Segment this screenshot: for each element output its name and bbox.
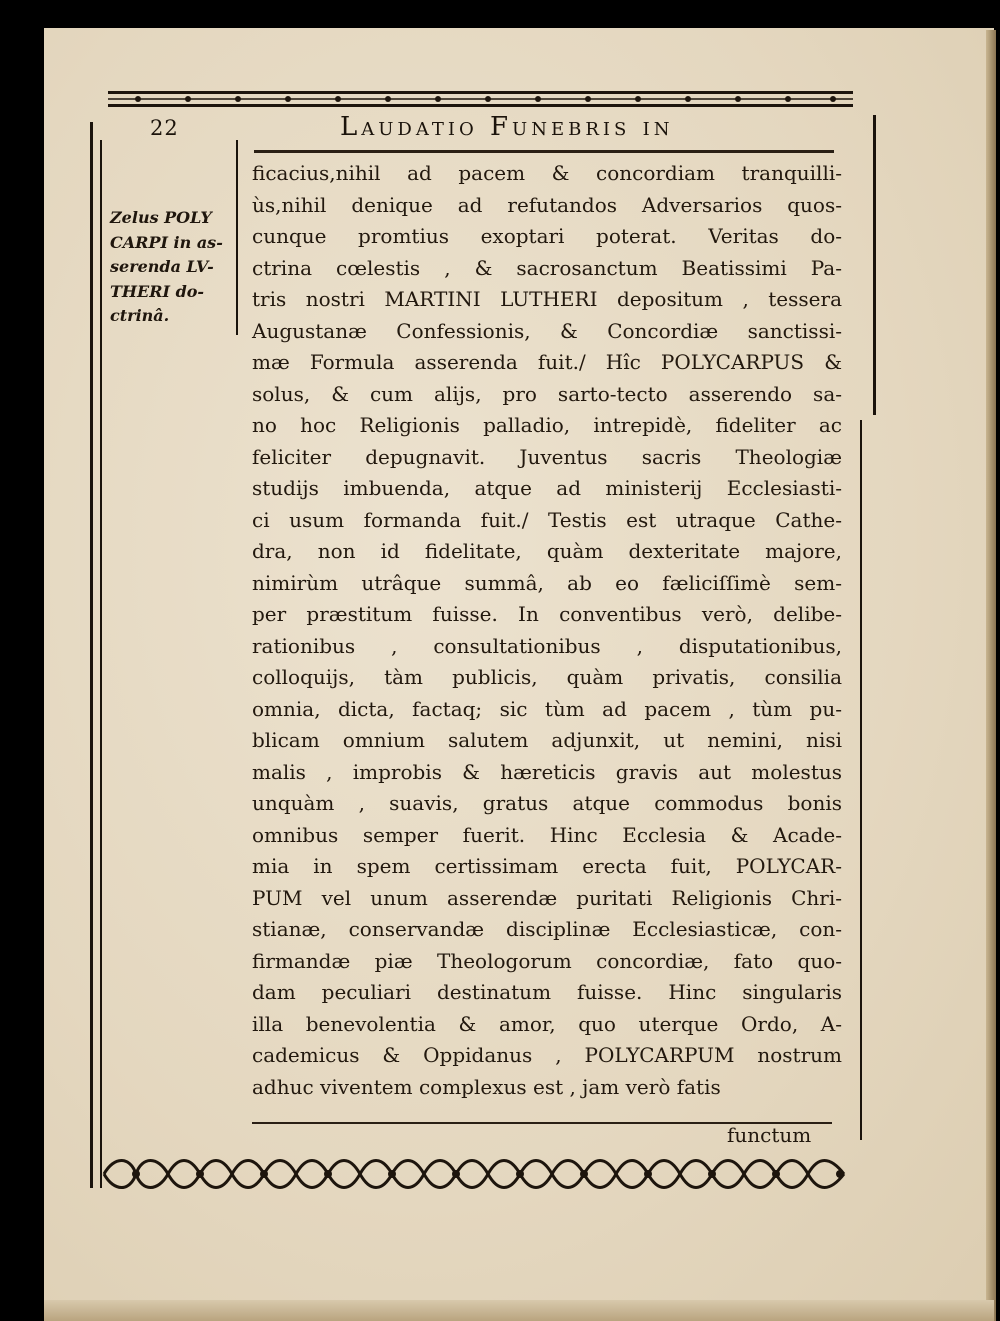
text-line: ùs,nihil denique ad refutandos Adversarios quos- <box>252 192 842 217</box>
text-line: tris nostri MARTINI LUTHERI depositum , tessera <box>252 287 842 311</box>
text-line: solus, & cum alijs, pro sarto-tecto asserendo sa- <box>252 381 842 406</box>
text-line: mæ Formula asserenda fuit./ Hîc POLYCARPUS & <box>252 350 842 374</box>
left-inner-margin-line <box>100 140 102 1188</box>
text-line: ci usum formanda fuit./ Testis est utraque Cathe- <box>252 507 842 532</box>
text-line: mia in spem certissimam erecta fuit, POLYCAR- <box>252 854 842 878</box>
text-line: illa benevolentia & amor, quo uterque Ordo, A- <box>252 1011 842 1036</box>
marginal-note-line: serenda LV- <box>110 257 214 276</box>
marginal-note-rule <box>236 140 238 335</box>
marginal-note-line: CARPI in as- <box>110 232 223 252</box>
text-line: rationibus , consultationibus , disputationibus, <box>252 633 842 658</box>
text-line: PUM vel unum asserendæ puritati Religionis Chri- <box>252 885 842 910</box>
text-line: ficacius,nihil ad pacem & concordiam tranquilli- <box>252 161 842 185</box>
bottom-ornament-band <box>100 1152 848 1196</box>
text-line: unquàm , suavis, gratus atque commodus bonis <box>252 791 842 815</box>
text-line: studijs imbuenda, atque ad ministerij Ecclesiasti- <box>252 476 842 500</box>
text-line: dra, non id fidelitate, quàm dexteritate majore, <box>252 539 842 563</box>
text-line: firmandæ piæ Theologorum concordiæ, fato quo- <box>252 948 842 973</box>
text-line: nimirùm utrâque summâ, ab eo fæliciſſimè sem- <box>252 570 842 595</box>
text-line: cademicus & Oppidanus , POLYCARPUM nostrum <box>252 1043 842 1067</box>
text-line: dam peculiari destinatum fuisse. Hinc singularis <box>252 980 842 1004</box>
text-line: per præstitum fuisse. In conventibus verò, delibe- <box>252 602 842 626</box>
catchword: functum <box>727 1123 812 1147</box>
page-number: 22 <box>150 116 179 140</box>
text-line: blicam omnium salutem adjunxit, ut nemini, nisi <box>252 728 842 752</box>
text-line: adhuc viventem complexus est , jam verò fatis <box>252 1074 721 1099</box>
left-margin-line <box>90 122 93 1188</box>
marginal-note-line: Zelus POLY <box>110 208 212 227</box>
text-line: omnibus semper fuerit. Hinc Ecclesia & Acade- <box>252 822 842 847</box>
page-edge-right <box>986 30 996 1321</box>
text-line: omnia, dicta, factaq; sic tùm ad pacem , tùm pu- <box>252 696 842 721</box>
page-edge-bottom <box>44 1300 994 1321</box>
text-line: feliciter depugnavit. Juventus sacris Theologiæ <box>252 444 842 469</box>
text-line: cunque promtius exoptari poterat. Veritas do- <box>252 224 842 248</box>
top-ornament-band <box>108 90 853 108</box>
marginal-note <box>110 206 235 329</box>
text-line: ctrina cœlestis , & sacrosanctum Beatissimi Pa- <box>252 255 842 280</box>
text-line: stianæ, conservandæ disciplinæ Ecclesiasticæ, con- <box>252 917 842 941</box>
marginal-note-line: THERI do- <box>110 281 205 301</box>
text-line: no hoc Religionis palladio, intrepidè, fideliter ac <box>252 413 842 437</box>
right-margin-line-lower <box>860 420 862 1140</box>
marginal-note-line: ctrinâ. <box>110 306 170 325</box>
text-line: colloquijs, tàm publicis, quàm privatis, consilia <box>252 665 842 689</box>
text-line: Augustanæ Confessionis, & Concordiæ sanctissi- <box>252 318 842 343</box>
header-rule <box>254 150 834 153</box>
right-margin-line-upper <box>873 115 876 415</box>
body-text <box>252 158 842 1103</box>
text-line: malis , improbis & hæreticis gravis aut molestus <box>252 759 842 784</box>
running-title: Laudatio Funebris in <box>340 112 674 142</box>
top-ornament-svg <box>108 90 853 108</box>
bottom-ornament-svg <box>100 1152 848 1196</box>
